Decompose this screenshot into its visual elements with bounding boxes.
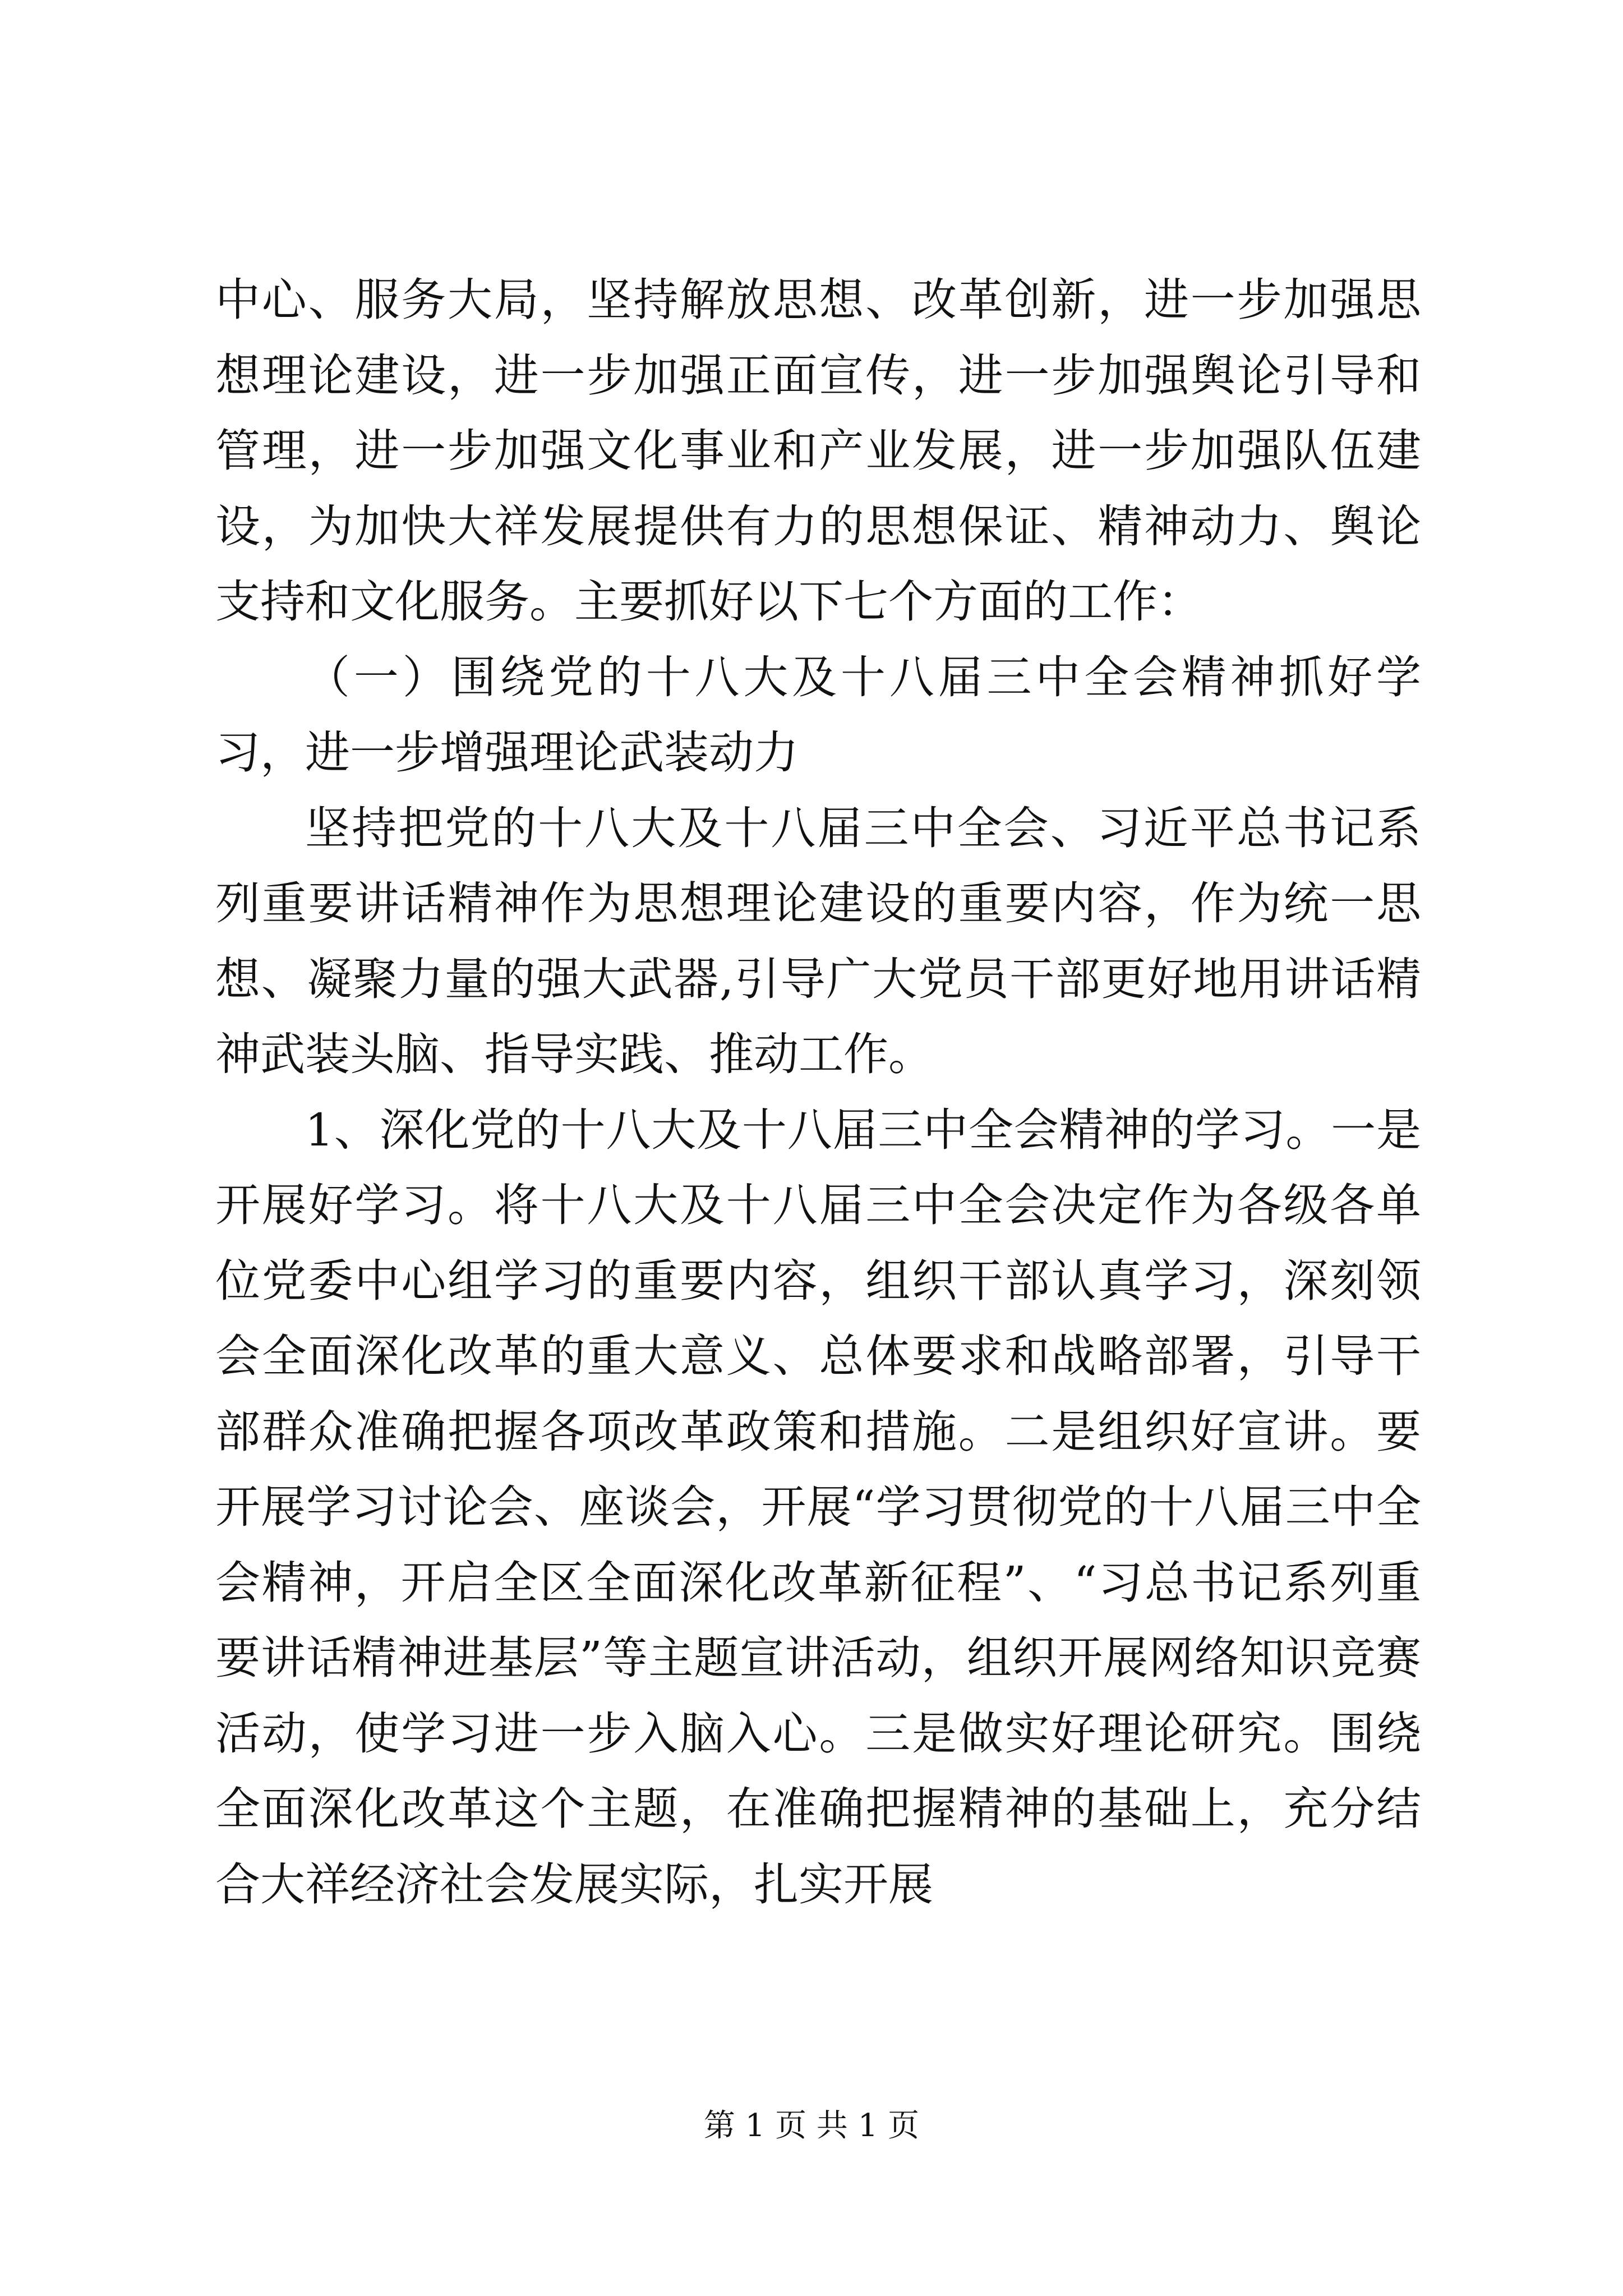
document-body [215, 263, 1421, 1922]
section-heading: （一）围绕党的十八大及十八届三中全会精神抓好学习，进一步增强理论武装动力 [215, 651, 1421, 779]
body-paragraph-continuation: 中心、服务大局，坚持解放思想、改革创新，进一步加强思想理论建设，进一步加强正面宣传，进一步加强舆论引导和管理，进一步加强文化事业和产业发展，进一步加强队伍建设，为加快大祥发展提供有力的思想保证、精神动力、舆论支持和文化服务。主要抓好以下七个方面的工作： [215, 274, 1421, 628]
page-footer: 第 1 页 共 1 页 [703, 2108, 920, 2144]
body-paragraph: 1、深化党的十八大及十八届三中全会精神的学习。一是开展好学习。将十八大及十八届三中全会决定作为各级各单位党委中心组学习的重要内容，组织干部认真学习，深刻领会全面深化改革的重大意义、总体要求和战略部署，引导干部群众准确把握各项改革政策和措施。二是组织好宣讲。要开展学习讨论会、座谈会，开展“学习贯彻党的十八届三中全会精神，开启全区全面深化改革新征程”、“习总书记系列重要讲话精神进基层”等主题宣讲活动，组织开展网络知识竞赛活动，使学习进一步入脑入心。三是做实好理论研究。围绕全面深化改革这个主题，在准确把握精神的基础上，充分结合大祥经济社会发展实际，扎实开展 [215, 1103, 1421, 1911]
body-paragraph: 坚持把党的十八大及十八届三中全会、习近平总书记系列重要讲话精神作为思想理论建设的重要内容，作为统一思想、凝聚力量的强大武器,引导广大党员干部更好地用讲话精神武装头脑、指导实践、推动工作。 [215, 802, 1421, 1080]
